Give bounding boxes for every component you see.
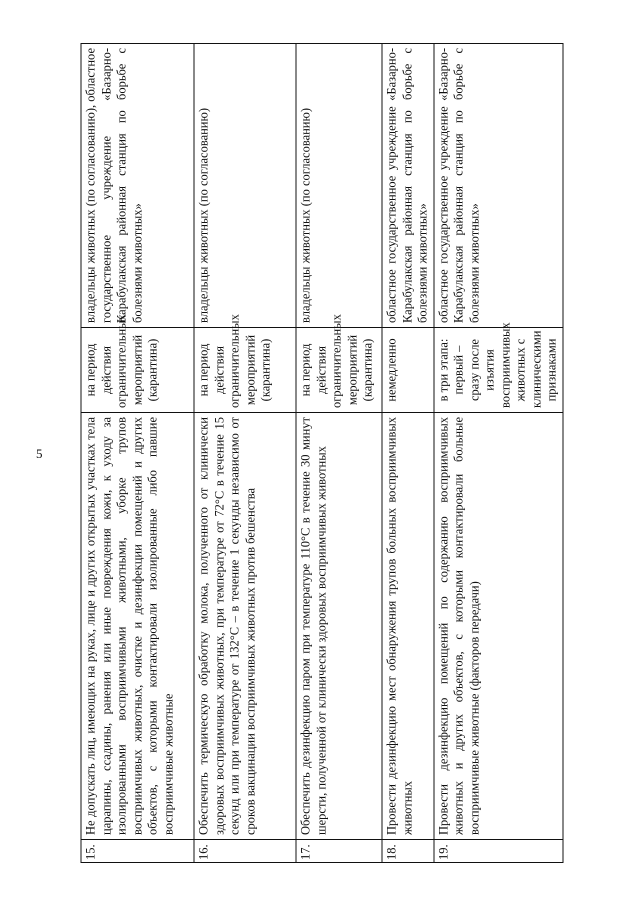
row-term: в три этапа: первый – сразу после изъятия восприимчивых животных с клиническими признаками	[433, 327, 562, 412]
row-term: немедленно	[382, 327, 434, 412]
table-row	[433, 43, 562, 862]
table-row	[194, 43, 296, 862]
measures-table	[80, 43, 563, 863]
row-number: 17.	[296, 839, 382, 862]
row-number: 19.	[433, 839, 562, 862]
row-responsible: владельцы животных (по согласованию)	[194, 43, 296, 327]
table-row	[81, 43, 194, 862]
row-responsible: областное государственное учреждение «Базарно-Карабулакская районная станция по борьбе с болезнями животных»	[433, 43, 562, 327]
row-action: Провести дезинфекцию помещений по содержанию восприимчивых животных и других объектов, с которыми контактировали больные восприимчивые животные (факторов передачи)	[433, 412, 562, 839]
table-row	[382, 43, 434, 862]
row-responsible: владельцы животных (по согласованию)	[296, 43, 382, 327]
measures-table-rotated	[80, 43, 558, 863]
row-number: 16.	[194, 839, 296, 862]
row-term: на период действия ограничительных мероприятий (карантина)	[296, 327, 382, 412]
row-action: Провести дезинфекцию мест обнаружения трупов больных восприимчивых животных	[382, 412, 434, 839]
row-responsible: областное государственное учреждение «Базарно-Карабулакская районная станция по борьбе с болезнями животных»	[382, 43, 434, 327]
row-term: на период действия ограничительных мероприятий (карантина)	[194, 327, 296, 412]
row-number: 15.	[81, 839, 194, 862]
page-number: 5	[36, 446, 43, 461]
row-responsible: владельцы животных (по согласованию), областное государственное учреждение «Базарно-Карабулакская районная станция по борьбе с болезнями животных»	[81, 43, 194, 327]
row-term: на период действия ограничительных мероприятий (карантина)	[81, 327, 194, 412]
table-row	[296, 43, 382, 862]
row-action: Обеспечить термическую обработку молока, полученного от клинически здоровых восприимчивых животных, при температуре от 72°С в течение 15 секунд или при температуре от 132°С – в течение 1 секунды независимо от сроков вакцинации восприимчивых животных против бешенства	[194, 412, 296, 839]
row-number: 18.	[382, 839, 434, 862]
row-action: Не допускать лиц, имеющих на руках, лице и других открытых участках тела царапины, ссадины, ранения или иные повреждения кожи, к уходу за изолированными восприимчивыми животными, уборке трупов восприимчивых животных, очистке и дезинфекции помещений и других объектов, с которыми контактировали изолированные либо павшие восприимчивые животные	[81, 412, 194, 839]
row-action: Обеспечить дезинфекцию паром при температуре 110°С в течение 30 минут шерсти, полученной от клинически здоровых восприимчивых животных	[296, 412, 382, 839]
